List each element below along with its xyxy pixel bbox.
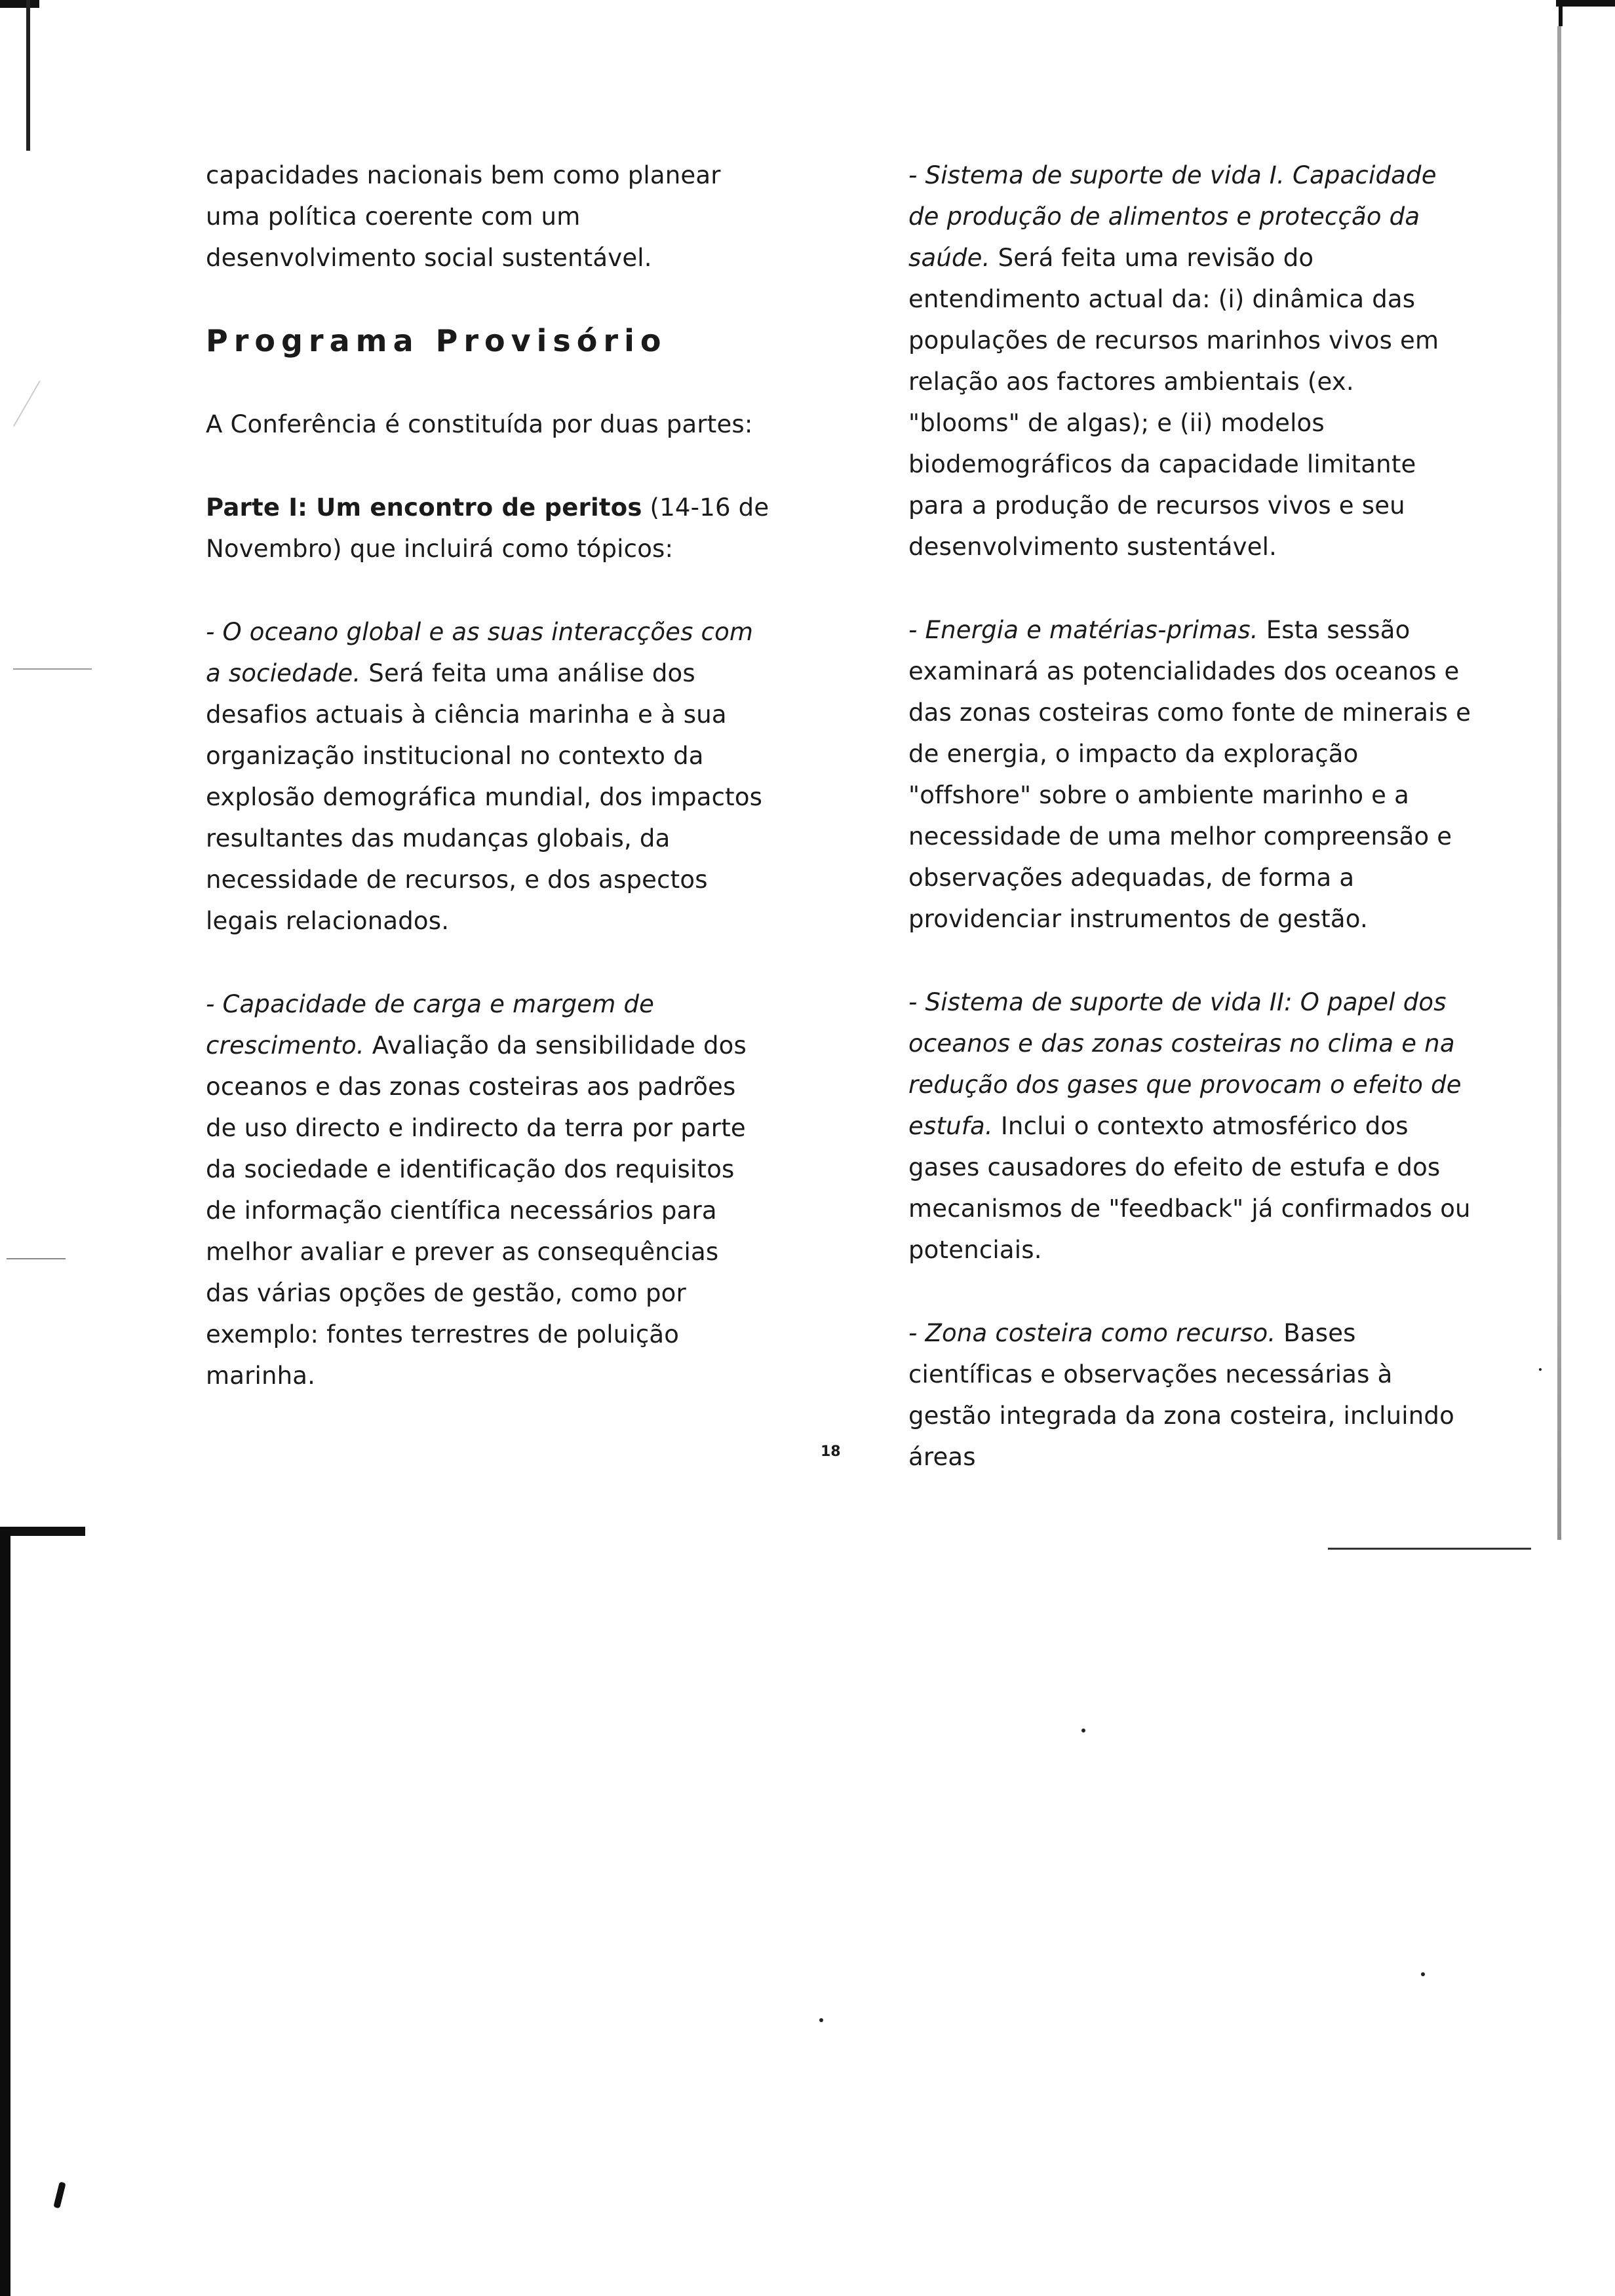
topic-body: Bases científicas e observações necessárias à gestão integrada da zona costeira, incluindo áreas	[908, 1319, 1454, 1471]
page-number: 18	[821, 1444, 841, 1460]
topic-energy	[908, 609, 1472, 940]
part1-paragraph	[206, 487, 769, 569]
topic-body: Avaliação da sensibilidade dos oceanos e das zonas costeiras aos padrões de uso directo e indirecto da terra por parte da sociedade e identificação dos requisitos de informação científica necessários para melhor avaliar e prever as consequências das várias opções de gestão, como por exemplo: fontes terrestres de poluição marinha.	[206, 1031, 747, 1390]
scan-faint-line	[13, 668, 92, 670]
topic-title: - Zona costeira como recurso.	[908, 1319, 1276, 1347]
topic-title: - Sistema de suporte de vida II: O papel dos oceanos e das zonas costeiras no clima e na redução dos gases que provocam o efeito de estufa.	[908, 988, 1462, 1140]
scan-edge-mark	[26, 0, 30, 151]
scan-page-edge	[1557, 26, 1561, 1540]
part1-title: Parte I: Um encontro de peritos	[206, 493, 642, 522]
scan-faint-line	[13, 381, 41, 427]
topic-ocean-global	[206, 611, 769, 942]
scan-edge-mark	[1559, 0, 1563, 26]
topic-body: Esta sessão examinará as potencialidades dos oceanos e das zonas costeiras como fonte de minerais e de energia, o impacto da exploração "offshore" sobre o ambiente marinho e a necessidade de uma melhor compreensão e observações adequadas, de forma a providenciar instrumentos de gestão.	[908, 616, 1471, 933]
scan-corner-mark	[1556, 0, 1615, 7]
scan-speck	[1539, 1368, 1542, 1371]
conference-parts-paragraph: A Conferência é constituída por duas partes:	[206, 410, 753, 438]
scan-speck	[1421, 1972, 1425, 1976]
topic-coastal-zone	[908, 1312, 1472, 1478]
part1-text: (14-16 de Novembro) que incluirá como tópicos:	[206, 493, 769, 563]
scan-ink-mark	[53, 2181, 66, 2208]
topic-carrying-capacity	[206, 984, 769, 1396]
scan-faint-line	[7, 1258, 66, 1259]
topic-body: Será feita uma revisão do entendimento actual da: (i) dinâmica das populações de recursos marinhos vivos em relação aos factores ambientais (ex. "blooms" de algas); e (ii) modelos biodemográficos da capacidade limitante para a produção de recursos vivos e seu desenvolvimento sustentável.	[908, 244, 1439, 561]
intro-paragraph: capacidades nacionais bem como planear uma política coerente com um desenvolvimento social sustentável.	[206, 161, 721, 272]
scan-speck	[819, 2018, 823, 2022]
left-column	[206, 155, 769, 1396]
scan-rule-mark	[1328, 1548, 1531, 1550]
topic-body: Inclui o contexto atmosférico dos gases causadores do efeito de estufa e dos mecanismos de "feedback" já confirmados ou potenciais.	[908, 1112, 1471, 1264]
topic-title: - Sistema de suporte de vida I. Capacidade de produção de alimentos e protecção da saúde.	[908, 161, 1437, 272]
topic-title: - O oceano global e as suas interacções com a sociedade.	[206, 618, 754, 687]
section-heading: Programa Provisório	[206, 323, 667, 358]
scan-corner-mark	[0, 0, 39, 8]
topic-title: - Energia e matérias-primas.	[908, 616, 1258, 644]
topic-body: Será feita uma análise dos desafios actuais à ciência marinha e à sua organização institucional no contexto da explosão demográfica mundial, dos impactos resultantes das mudanças globais, da necessidade de recursos, e dos aspectos legais relacionados.	[206, 659, 763, 935]
topic-title: - Capacidade de carga e margem de crescimento.	[206, 990, 655, 1060]
topic-life-support-1	[908, 155, 1472, 567]
scan-corner-mark	[0, 1527, 85, 1536]
scan-edge-mark	[0, 1527, 10, 2296]
topic-life-support-2	[908, 982, 1472, 1271]
scan-speck	[1081, 1729, 1085, 1732]
right-column	[908, 155, 1472, 1478]
